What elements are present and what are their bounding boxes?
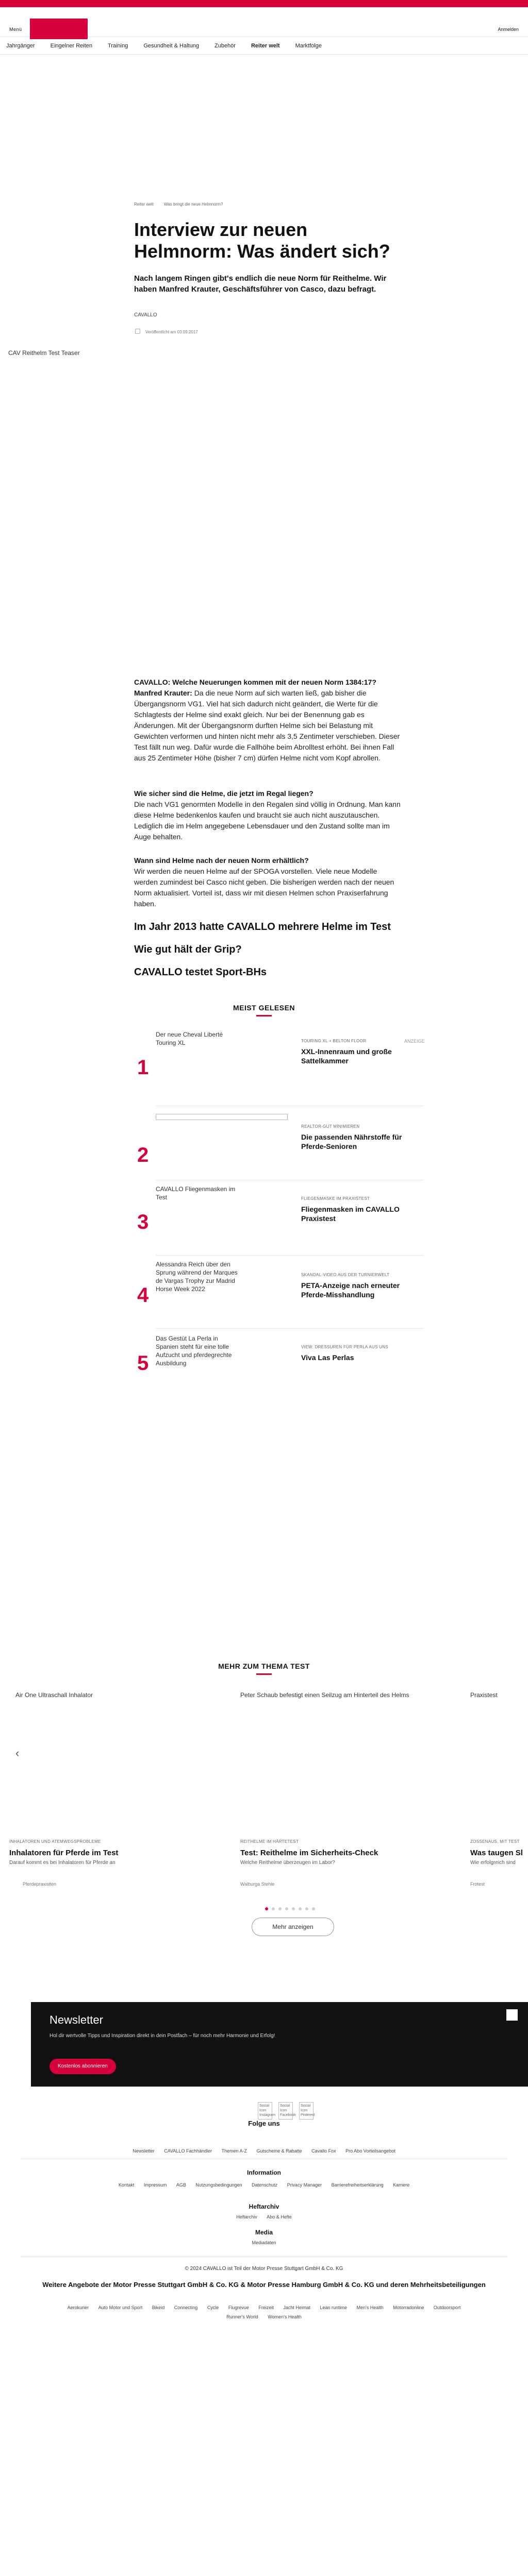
brand-link[interactable]: Flugrevue [228, 2305, 249, 2310]
calendar-icon [135, 329, 140, 334]
brand-link[interactable]: Cycle [207, 2305, 219, 2310]
newsletter-box [31, 2002, 528, 2087]
carousel-card-kicker: INHALATOREN UND ATEMWEGSPROBLEME [9, 1839, 101, 1844]
most-read-title-link[interactable]: Fliegenmasken im CAVALLO Praxistest [301, 1205, 400, 1223]
most-read-rank: 3 [137, 1211, 149, 1233]
newsletter-title: Newsletter [50, 2013, 103, 2026]
follow-section [0, 2102, 528, 2148]
newsletter-subscribe-button[interactable]: Kostenlos abonnieren [50, 2059, 116, 2074]
breadcrumb-item-2: Was bringt die neue Helmnorm? [164, 202, 223, 207]
brand-link[interactable]: Connecting [174, 2305, 198, 2310]
footer-link[interactable]: Abo & Hefte [267, 2214, 292, 2219]
hero-image [8, 348, 520, 668]
carousel-card-image[interactable]: Peter Schaub befestigt einen Seilzug am Hinterteil des Helms [240, 1691, 409, 1699]
carousel-dot[interactable] [278, 1907, 282, 1910]
carousel-dot[interactable] [265, 1907, 268, 1910]
question-2: Wie sicher sind die Helme, die jetzt im Regal liegen? [134, 789, 314, 798]
main-nav [0, 37, 528, 55]
carousel-card-image[interactable]: Praxistest [470, 1691, 498, 1699]
newsletter-text: Hol dir wertvolle Tipps und Inspiration direkt in dein Postfach – für noch mehr Harmonie und Erfolg! [50, 2033, 275, 2039]
footer-media-heading: Media [255, 2229, 273, 2236]
answer-3: Wir werden die neuen Helme auf der SPOGA vorstellen. Viele neue Modelle werden zumindest bei Casco nicht geben. Die bisherigen werden nach der neuen Norm aktualisiert. Vorteil ist, dass wir mit diesen Helmen schon Praxiserfahrung haben. [134, 867, 394, 908]
pinterest-icon[interactable]: Social Icon Pinterest [299, 2102, 314, 2120]
footer-link[interactable]: Impressum [143, 2182, 167, 2188]
footer-link[interactable]: Heftarchiv [236, 2214, 257, 2219]
carousel-card-author: Pferdepraxisiten [23, 1882, 57, 1887]
most-read-rank: 4 [137, 1284, 149, 1307]
footer-link[interactable]: CAVALLO Fachhändler [164, 2148, 212, 2154]
most-read-rank: 5 [137, 1352, 149, 1375]
footer-link[interactable]: Datenschutz [252, 2182, 278, 2188]
most-read-image[interactable]: Der neue Cheval Liberté Touring XL [156, 1031, 223, 1046]
article-paragraph-3 [134, 855, 402, 909]
brand-links-row-1 [0, 2305, 528, 2310]
article-paragraph-2 [134, 788, 402, 842]
breadcrumb-item-1[interactable]: Reiter welt [134, 202, 154, 207]
footer-info-heading: Information [247, 2169, 281, 2176]
nav-item-5[interactable]: Zubehör [214, 42, 236, 49]
nav-item-1[interactable]: Jahrgänger [6, 42, 35, 49]
further-offers-heading: Weitere Angebote der Motor Presse Stuttgart GmbH & Co. KG & Motor Presse Hamburg GmbH & Co. KG und deren Mehrheitsbeteiligungen [42, 2281, 486, 2289]
most-read-image[interactable]: Das Gestüt La Perla in Spanien steht für eine tolle Aufzucht und pferdegrechte Ausbildung [156, 1335, 232, 1367]
footer-link[interactable]: AGB [176, 2182, 186, 2188]
divider [156, 1328, 424, 1329]
most-read-image-broken[interactable] [156, 1114, 288, 1120]
most-read-title-link[interactable]: PETA-Anzeige nach erneuter Pferde-Misshandlung [301, 1281, 400, 1299]
article-date: Veröffentlicht am 03.09.2017 [145, 330, 198, 334]
site-logo[interactable] [30, 19, 88, 39]
newsletter-image [506, 2009, 518, 2021]
divider [156, 1255, 424, 1256]
most-read-title-link[interactable]: XXL-Innenraum und große Sattelkammer [301, 1047, 392, 1065]
most-read-kicker: TOURING XL + BELTON FLOOR [301, 1039, 367, 1043]
related-link-grip[interactable]: Wie gut hält der Grip? [134, 944, 242, 955]
footer-links-row [0, 2148, 528, 2154]
hero-image-alt: CAV Reithelm Test Teaser [8, 349, 80, 357]
carousel-dot[interactable] [305, 1907, 308, 1910]
brand-link[interactable]: Jacht Heimat [283, 2305, 310, 2310]
carousel-card-title[interactable]: Inhalatoren für Pferde im Test [9, 1849, 119, 1857]
article-author[interactable]: CAVALLO [134, 312, 157, 318]
footer-link[interactable]: Privacy Manager [287, 2182, 322, 2188]
account-link[interactable]: Anmelden [498, 27, 519, 32]
brand-link[interactable]: Lean runtime [320, 2305, 348, 2310]
most-read-image[interactable]: Alessandra Reich über den Sprung während der Marques de Vargas Trophy zur Madrid Horse Week 2022 [156, 1261, 238, 1293]
most-read-title-link[interactable]: Die passenden Nährstoffe für Pferde-Senioren [301, 1133, 402, 1150]
brand-links-row-2 [0, 2314, 528, 2319]
brand-link[interactable]: Motorradonline [393, 2305, 424, 2310]
brand-link[interactable]: Auto Motor und Sport [98, 2305, 143, 2310]
carousel-pagination [265, 1904, 319, 1913]
carousel-card-author: Frotest [470, 1882, 485, 1887]
article-lead: Nach langem Ringen gibt's endlich die neue Norm für Reithelme. Wir haben Manfred Krauter, Geschäftsführer von Casco, dazu befragt. [134, 274, 387, 294]
article-paragraph-1 [134, 677, 402, 764]
nav-item-7[interactable]: Marktfolge [295, 42, 322, 49]
copyright: © 2024 CAVALLO ist Teil der Motor Presse Stuttgart GmbH & Co. KG [185, 2266, 343, 2272]
more-topic-title: MEHR ZUM THEMA TEST [218, 1662, 310, 1670]
top-accent-bar [0, 0, 528, 7]
nav-item-2[interactable]: Eingelner Reiten [50, 42, 92, 49]
brand-link[interactable]: Women's Health [268, 2314, 302, 2319]
most-read-rank: 1 [137, 1056, 149, 1079]
brand-link[interactable]: Freizeit [258, 2305, 274, 2310]
most-read-underline [256, 1015, 272, 1016]
brand-link[interactable]: Outdoorsport [433, 2305, 461, 2310]
carousel-prev-icon[interactable]: ‹ [15, 1747, 20, 1759]
most-read-kicker: FLIEGENMASKE IM PRAXISTEST [301, 1196, 370, 1201]
facebook-icon[interactable]: Social Icon Facebook [278, 2102, 293, 2120]
footer-info-links [0, 2182, 528, 2188]
most-read-kicker: SKANDAL-VIDEO AUS DER TURNIERWELT [301, 1273, 390, 1277]
brand-link[interactable]: Runner's World [226, 2314, 258, 2319]
answer-1: Da die neue Norm auf sich warten ließ, gab bisher die Übergangsnorm VG1. Viel hat sich dadurch nicht geändert, die Werte für die Schlagtests der Helme sind exakt gleich. Nur bei der Benennung gab es Änderungen. Mit der Übergangsnorm durften Helme sich bei Belastung mit Gewichten verformen und hinten nicht mehr als 3,5 Zentimeter verschieben. Dieser Test fällt nun weg. Dafür wurde die Fallhöhe beim Abrolltest erhöht. Bei ihnen Fall aus 25 Zentimeter Höhe (bisher 7 cm) dürfen Helme nicht vom Kopf abrollen. [134, 689, 400, 762]
related-link-helme[interactable]: Im Jahr 2013 hatte CAVALLO mehrere Helme im Test [134, 921, 391, 933]
question-3: Wann sind Helme nach der neuen Norm erhältlich? [134, 856, 309, 865]
brand-link[interactable]: Bikeid [152, 2305, 165, 2310]
footer-link[interactable]: Themen A-Z [221, 2148, 248, 2154]
footer-link[interactable]: Barrierefreiheitserklärung [331, 2182, 384, 2188]
most-read-kicker: VIEW: DRESSUREN FÜR PERLA AUS UNS [301, 1345, 388, 1349]
question-1: CAVALLO: Welche Neuerungen kommen mit der neuen Norm 1384:17? [134, 678, 376, 686]
breadcrumb [134, 202, 232, 207]
nav-item-4[interactable]: Gesundheit & Haltung [143, 42, 199, 49]
menu-button[interactable]: Menü [9, 27, 22, 32]
most-read-image[interactable]: CAVALLO Fliegenmasken im Test [156, 1185, 236, 1201]
nav-item-3[interactable]: Training [108, 42, 128, 49]
footer-link[interactable]: Pro Abo Vorteilsangebot [345, 2148, 395, 2154]
interviewee-name: Manfred Krauter: [134, 689, 192, 697]
carousel-card-image[interactable]: Air One Ultraschall Inhalator [15, 1691, 93, 1699]
carousel-card-title[interactable]: Test: Reithelme im Sicherheits-Check [240, 1849, 378, 1857]
carousel-card-title[interactable]: Was taugen Sl [470, 1849, 523, 1857]
footer-archive-heading: Heftarchiv [249, 2203, 279, 2210]
carousel-card-subtitle: Darauf kommt es bei Inhalatoren für Pferde an [9, 1860, 116, 1866]
footer-link[interactable]: Mediadaten [252, 2240, 276, 2245]
carousel-card-author: Walburga Stehle [240, 1882, 275, 1887]
footer-link[interactable]: Cavallo Fox [311, 2148, 336, 2154]
carousel-card-subtitle: Wie erfolgreich sind [470, 1860, 516, 1866]
carousel-dot[interactable] [285, 1907, 288, 1910]
nav-item-6[interactable]: Reiter welt [251, 42, 280, 49]
article-title: Interview zur neuen Helmnorm: Was ändert sich? [134, 219, 390, 262]
site-header [0, 7, 528, 37]
footer-link[interactable]: Nutzungsbedingungen [195, 2182, 242, 2188]
carousel-dot[interactable] [292, 1907, 295, 1910]
most-read-rank: 2 [137, 1144, 149, 1166]
follow-label: Folge uns [248, 2120, 280, 2127]
answer-2: Die nach VG1 genormten Modelle in den Regalen sind völlig in Ordnung. Man kann diese Helme bedenkenlos kaufen und braucht sie auch nicht auszutauschen. Lediglich die im Helm angegebene Lebensdauer und den Zustand sollte man im Auge behalten. [134, 800, 401, 841]
carousel-dot[interactable] [299, 1907, 302, 1910]
carousel-card-kicker: REITHELME IM HÄRTETEST [240, 1839, 299, 1844]
most-read-kicker: REALTOR-GUT MINIMIEREN [301, 1124, 360, 1129]
carousel-card-kicker: ZOSSENAUS, MIT TEST [470, 1839, 520, 1844]
ad-badge: ANZEIGE [404, 1039, 425, 1044]
most-read-title-link[interactable]: Viva Las Perlas [301, 1353, 354, 1362]
most-read-title: MEIST GELESEN [233, 1004, 295, 1012]
footer-archive-links [0, 2214, 528, 2219]
footer-link[interactable]: Newsletter [133, 2148, 155, 2154]
footer-link[interactable]: Kontakt [118, 2182, 135, 2188]
show-more-button[interactable]: Mehr anzeigen [252, 1918, 334, 1936]
footer-media-links [0, 2240, 528, 2245]
carousel-dot[interactable] [272, 1907, 275, 1910]
instagram-icon[interactable]: Social Icon Instagram [258, 2102, 272, 2120]
more-topic-underline [256, 1673, 272, 1675]
related-link-sport-bhs[interactable]: CAVALLO testet Sport-BHs [134, 967, 267, 978]
carousel-dot[interactable] [312, 1907, 315, 1910]
carousel-card-subtitle: Welche Reithelme überzeugen im Labor? [240, 1860, 335, 1866]
footer-link[interactable]: Gutscheine & Rabatte [256, 2148, 302, 2154]
brand-link[interactable]: Men's Health [356, 2305, 384, 2310]
brand-link[interactable]: Aerokurier [67, 2305, 89, 2310]
footer-link[interactable]: Karriere [393, 2182, 410, 2188]
